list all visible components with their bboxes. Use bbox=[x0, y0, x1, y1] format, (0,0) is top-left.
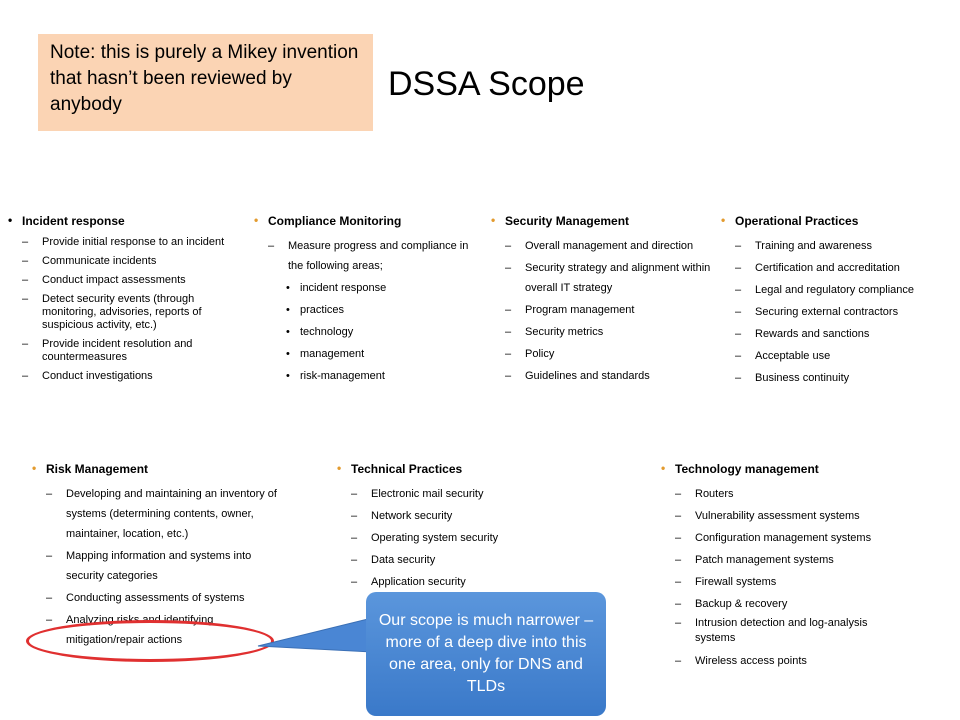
list-item: – Overall management and direction bbox=[505, 236, 711, 256]
list-item: • risk-management bbox=[286, 366, 484, 386]
highlighted-list-item: – Analyzing risks and identifying mitigation/repair actions bbox=[46, 610, 282, 650]
list-item: – Data security bbox=[351, 550, 567, 570]
incident-response-heading: • Incident response bbox=[8, 214, 233, 228]
technical-practices-heading: • Technical Practices bbox=[337, 462, 567, 476]
list-item: – Detect security events (through monitoring, advisories, reports of suspicious activity, etc.) bbox=[22, 293, 233, 332]
list-item: – Security strategy and alignment within overall IT strategy bbox=[505, 258, 711, 298]
list-item: – Electronic mail security bbox=[351, 484, 567, 504]
list-item: – Wireless access points bbox=[675, 651, 901, 671]
list-item: – Configuration management systems bbox=[675, 528, 901, 548]
scope-callout: Our scope is much narrower – more of a deep dive into this one area, only for DNS and TLDs bbox=[366, 592, 606, 716]
list-item: – Business continuity bbox=[735, 368, 957, 388]
list-item: – Certification and accreditation bbox=[735, 258, 957, 278]
list-item: – Conduct impact assessments bbox=[22, 274, 233, 287]
list-item: – Legal and regulatory compliance bbox=[735, 280, 957, 300]
list-item: – Mapping information and systems into security categories bbox=[46, 546, 282, 586]
list-item: – Provide incident resolution and countermeasures bbox=[22, 338, 233, 364]
security-management-heading: • Security Management bbox=[491, 214, 711, 228]
list-item: – Securing external contractors bbox=[735, 302, 957, 322]
risk-management-heading: • Risk Management bbox=[32, 462, 282, 476]
list-item: – Conducting assessments of systems bbox=[46, 588, 282, 608]
note-box: Note: this is purely a Mikey invention that hasn’t been reviewed by anybody bbox=[38, 34, 373, 131]
list-item: – Application security bbox=[351, 572, 567, 592]
list-item: – Network security bbox=[351, 506, 567, 526]
list-item: – Routers bbox=[675, 484, 901, 504]
list-item: • incident response bbox=[286, 278, 484, 298]
list-item: – Firewall systems bbox=[675, 572, 901, 592]
list-item: – Conduct investigations bbox=[22, 370, 233, 383]
list-item: – Intrusion detection and log-analysis systems bbox=[675, 616, 901, 646]
operational-practices-heading: • Operational Practices bbox=[721, 214, 957, 228]
page-title: DSSA Scope bbox=[388, 65, 585, 103]
list-item: – Backup & recovery bbox=[675, 594, 901, 614]
list-item: – Policy bbox=[505, 344, 711, 364]
list-item: • technology bbox=[286, 322, 484, 342]
technology-management-heading: • Technology management bbox=[661, 462, 901, 476]
list-item: – Patch management systems bbox=[675, 550, 901, 570]
list-item: – Training and awareness bbox=[735, 236, 957, 256]
compliance-monitoring-heading: • Compliance Monitoring bbox=[254, 214, 484, 228]
list-item: – Rewards and sanctions bbox=[735, 324, 957, 344]
list-item: – Guidelines and standards bbox=[505, 366, 711, 386]
list-item: – Operating system security bbox=[351, 528, 567, 548]
list-item: – Developing and maintaining an inventory of systems (determining contents, owner, maintainer, location, etc.) bbox=[46, 484, 282, 544]
list-item: – Communicate incidents bbox=[22, 255, 233, 268]
list-item: – Measure progress and compliance in the following areas; bbox=[268, 236, 484, 276]
list-item: – Acceptable use bbox=[735, 346, 957, 366]
list-item: • practices bbox=[286, 300, 484, 320]
list-item: – Program management bbox=[505, 300, 711, 320]
list-item: – Vulnerability assessment systems bbox=[675, 506, 901, 526]
list-item: – Provide initial response to an incident bbox=[22, 236, 233, 249]
list-item: • management bbox=[286, 344, 484, 364]
list-item: – Security metrics bbox=[505, 322, 711, 342]
